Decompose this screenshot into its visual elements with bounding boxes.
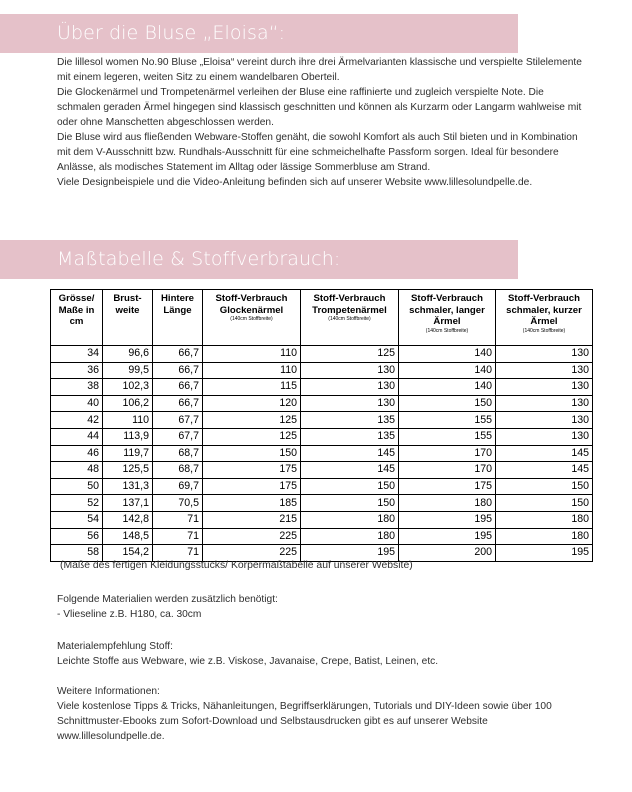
table-cell: 130 <box>301 362 399 379</box>
column-header-line: Stoff-Verbrauch <box>215 293 288 304</box>
materials-heading: Folgende Materialien werden zusätzlich benötigt: <box>57 594 278 605</box>
column-header-line: Stoff-Verbrauch <box>313 293 386 304</box>
table-cell: 125 <box>203 428 301 445</box>
table-cell: 140 <box>399 362 496 379</box>
table-cell: 180 <box>301 511 399 528</box>
table-cell: 180 <box>496 528 593 545</box>
table-cell: 142,8 <box>103 511 153 528</box>
table-cell: 175 <box>203 462 301 479</box>
table-cell: 135 <box>301 412 399 429</box>
table-cell: 155 <box>399 412 496 429</box>
table-cell: 137,1 <box>103 495 153 512</box>
table-row <box>51 511 593 528</box>
table-row <box>51 445 593 462</box>
table-cell: 125 <box>203 412 301 429</box>
info-text: Viele kostenlose Tipps & Tricks, Nähanleitungen, Begriffserklärungen, Tutorials und DIY-Ideen sowie über 100 Schnittmuster-Ebooks zum Sofort-Download und Selbstausdrucken gibt es auf unserer Website www.lillesolundpelle.de. <box>57 701 552 742</box>
table-cell: 69,7 <box>153 478 203 495</box>
column-header-line: Maße in <box>58 304 95 316</box>
column-header <box>301 290 399 346</box>
table-cell: 71 <box>153 545 203 562</box>
size-table-header <box>51 290 593 346</box>
column-header-line: Stoff-Verbrauch <box>411 293 483 304</box>
column-header-note: (140cm Stoffbreite) <box>230 316 273 322</box>
table-cell: 195 <box>496 545 593 562</box>
table-cell: 150 <box>301 478 399 495</box>
table-cell: 140 <box>399 379 496 396</box>
table-cell: 185 <box>203 495 301 512</box>
table-cell: 150 <box>496 478 593 495</box>
table-cell: 66,7 <box>153 346 203 363</box>
table-cell: 67,7 <box>153 428 203 445</box>
table-cell: 66,7 <box>153 362 203 379</box>
table-cell: 113,9 <box>103 428 153 445</box>
table-cell: 130 <box>301 395 399 412</box>
column-header-line: Stoff-Verbrauch <box>508 293 580 304</box>
materials-section <box>57 592 597 622</box>
table-cell: 40 <box>51 395 103 412</box>
table-cell: 225 <box>203 528 301 545</box>
table-cell: 66,7 <box>153 379 203 396</box>
table-cell: 67,7 <box>153 412 203 429</box>
info-section <box>57 684 597 744</box>
table-cell: 52 <box>51 495 103 512</box>
table-cell: 46 <box>51 445 103 462</box>
table-row <box>51 395 593 412</box>
table-row <box>51 346 593 363</box>
table-cell: 119,7 <box>103 445 153 462</box>
table-row <box>51 462 593 479</box>
table-cell: 131,3 <box>103 478 153 495</box>
table-note: (Maße des fertigen Kleidungsstücks/ Körpermaßtabelle auf unserer Website) <box>60 560 413 571</box>
info-heading: Weitere Informationen: <box>57 686 160 697</box>
table-cell: 148,5 <box>103 528 153 545</box>
column-header-note: (140cm Stoffbreite) <box>522 327 566 334</box>
table-cell: 215 <box>203 511 301 528</box>
table-cell: 36 <box>51 362 103 379</box>
about-heading: Über die Bluse „Eloisa“: <box>0 14 518 53</box>
table-row <box>51 412 593 429</box>
column-header <box>103 290 153 346</box>
table-cell: 145 <box>496 445 593 462</box>
column-header-line: Trompetenärmel <box>312 304 387 316</box>
column-header-line: schmaler, langer <box>409 304 485 316</box>
table-cell: 130 <box>496 428 593 445</box>
table-cell: 200 <box>399 545 496 562</box>
column-header-line: weite <box>115 304 140 316</box>
column-header <box>153 290 203 346</box>
table-cell: 130 <box>496 379 593 396</box>
table-cell: 50 <box>51 478 103 495</box>
table-cell: 42 <box>51 412 103 429</box>
table-row <box>51 545 593 562</box>
size-table-body <box>51 346 593 562</box>
table-cell: 110 <box>203 362 301 379</box>
table-cell: 96,6 <box>103 346 153 363</box>
table-cell: 120 <box>203 395 301 412</box>
table-cell: 34 <box>51 346 103 363</box>
table-cell: 125 <box>301 346 399 363</box>
table-cell: 130 <box>301 379 399 396</box>
table-cell: 195 <box>301 545 399 562</box>
column-header-line: cm <box>69 316 84 327</box>
table-cell: 150 <box>496 495 593 512</box>
table-cell: 70,5 <box>153 495 203 512</box>
table-cell: 58 <box>51 545 103 562</box>
about-paragraph: Die Bluse wird aus fließenden Webware-Stoffen genäht, die sowohl Komfort als auch Stil bieten und in Kombination mit dem V-Ausschnitt bzw. Rundhals-Ausschnitt für eine schmeichelhafte Passform sorgen. Ideal für besondere Anlässe, als modisches Statement im Alltag oder lässige Sommerbluse am Strand. <box>57 132 578 173</box>
table-cell: 66,7 <box>153 395 203 412</box>
table-cell: 155 <box>399 428 496 445</box>
table-cell: 225 <box>203 545 301 562</box>
column-header-line: Länge <box>163 304 192 316</box>
table-cell: 68,7 <box>153 445 203 462</box>
column-header-line: schmaler, kurzer <box>506 304 582 316</box>
table-cell: 175 <box>399 478 496 495</box>
table-cell: 175 <box>203 478 301 495</box>
table-cell: 145 <box>301 445 399 462</box>
table-cell: 68,7 <box>153 462 203 479</box>
table-cell: 145 <box>301 462 399 479</box>
table-row <box>51 428 593 445</box>
table-cell: 195 <box>399 511 496 528</box>
table-cell: 130 <box>496 362 593 379</box>
about-description <box>57 55 587 190</box>
table-cell: 125,5 <box>103 462 153 479</box>
column-header-line: Glockenärmel <box>219 304 284 316</box>
column-header-line: Hintere <box>160 293 195 304</box>
table-cell: 44 <box>51 428 103 445</box>
column-header <box>203 290 301 346</box>
table-cell: 71 <box>153 511 203 528</box>
column-header-line: Ärmel <box>530 316 558 327</box>
table-row <box>51 362 593 379</box>
about-paragraph: Viele Designbeispiele und die Video-Anleitung befinden sich auf unserer Website www.lillesolundpelle.de. <box>57 177 533 188</box>
table-cell: 180 <box>301 528 399 545</box>
table-cell: 195 <box>399 528 496 545</box>
table-row <box>51 495 593 512</box>
size-table <box>50 289 593 562</box>
table-cell: 102,3 <box>103 379 153 396</box>
table-row <box>51 379 593 396</box>
fabric-text: Leichte Stoffe aus Webware, wie z.B. Viskose, Javanaise, Crepe, Batist, Leinen, etc. <box>57 656 439 667</box>
table-cell: 170 <box>399 445 496 462</box>
table-cell: 130 <box>496 395 593 412</box>
fabric-heading: Materialempfehlung Stoff: <box>57 641 173 652</box>
materials-text: - Vlieseline z.B. H180, ca. 30cm <box>57 609 202 620</box>
table-cell: 99,5 <box>103 362 153 379</box>
fabric-section <box>57 639 597 669</box>
column-header-line: Brust- <box>113 293 142 304</box>
table-cell: 180 <box>496 511 593 528</box>
table-cell: 180 <box>399 495 496 512</box>
table-cell: 54 <box>51 511 103 528</box>
table-cell: 130 <box>496 346 593 363</box>
column-header-line: Ärmel <box>433 316 461 327</box>
table-row <box>51 528 593 545</box>
table-cell: 48 <box>51 462 103 479</box>
table-cell: 130 <box>496 412 593 429</box>
column-header-note: (140cm Stoffbreite) <box>425 327 469 334</box>
column-header-line: Grösse/ <box>58 293 95 304</box>
about-paragraph: Die Glockenärmel und Trompetenärmel verleihen der Bluse eine raffinierte und zugleich verspielte Note. Die schmalen geraden Ärmel hingegen sind klassisch geschnitten und können als Kurzarm oder Langarm wahlweise mit oder ohne Manschetten abgeschlossen werden. <box>57 87 582 128</box>
column-header <box>399 290 496 346</box>
table-cell: 145 <box>496 462 593 479</box>
table-cell: 38 <box>51 379 103 396</box>
table-cell: 154,2 <box>103 545 153 562</box>
table-cell: 150 <box>203 445 301 462</box>
column-header <box>496 290 593 346</box>
table-cell: 110 <box>203 346 301 363</box>
table-cell: 115 <box>203 379 301 396</box>
table-cell: 71 <box>153 528 203 545</box>
table-cell: 56 <box>51 528 103 545</box>
table-cell: 150 <box>301 495 399 512</box>
measurements-heading: Maßtabelle & Stoffverbrauch: <box>0 240 518 279</box>
table-row <box>51 478 593 495</box>
header-row <box>51 290 593 346</box>
column-header-note: (140cm Stoffbreite) <box>328 316 371 322</box>
table-cell: 135 <box>301 428 399 445</box>
table-cell: 110 <box>103 412 153 429</box>
about-paragraph: Die lillesol women No.90 Bluse „Eloisa“ vereint durch ihre drei Ärmelvarianten klassische und verspielte Stilelemente mit einem legeren, weiten Sitz zu einem wandelbaren Oberteil. <box>57 57 582 83</box>
table-cell: 170 <box>399 462 496 479</box>
column-header <box>51 290 103 346</box>
table-cell: 106,2 <box>103 395 153 412</box>
table-cell: 150 <box>399 395 496 412</box>
table-cell: 140 <box>399 346 496 363</box>
